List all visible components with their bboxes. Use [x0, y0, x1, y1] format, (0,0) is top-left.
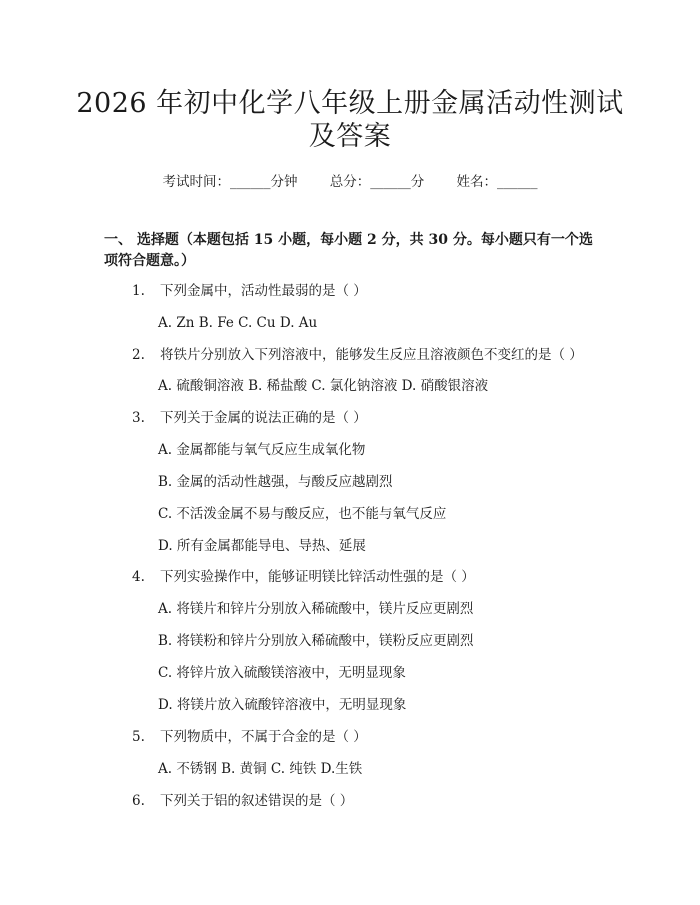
question-text: 下列实验操作中，能够证明镁比锌活动性强的是（ ）	[160, 569, 475, 585]
question-number: 3.	[132, 410, 145, 426]
question-text: 下列物质中，不属于合金的是（ ）	[160, 729, 367, 745]
question-6	[132, 792, 353, 810]
section-heading: 一、 选择题（本题包括 15 小题，每小题 2 分，共 30 分。每小题只有一个选项符合题意。）	[104, 232, 593, 269]
question-2-options: A. 硫酸铜溶液 B. 稀盐酸 C. 氯化钠溶液 D. 硝酸银溶液	[158, 378, 489, 394]
question-5	[132, 728, 367, 746]
question-number: 2.	[132, 347, 145, 363]
question-4-option-d: D. 将镁片放入硫酸锌溶液中，无明显现象	[158, 697, 407, 713]
exam-time-field: 考试时间：______分钟	[162, 174, 298, 190]
exam-title-line2: 及答案	[308, 121, 392, 152]
question-1-options: A. Zn B. Fe C. Cu D. Au	[158, 315, 318, 331]
question-4-option-c: C. 将锌片放入硫酸镁溶液中，无明显现象	[158, 665, 406, 681]
question-4	[132, 568, 475, 586]
question-2	[132, 346, 583, 364]
question-text: 下列金属中，活动性最弱的是（ ）	[160, 283, 367, 299]
exam-meta	[0, 170, 700, 190]
total-score-field: 总分：______分	[329, 174, 425, 190]
question-1	[132, 282, 367, 300]
question-3-option-a: A. 金属都能与氧气反应生成氧化物	[158, 442, 366, 458]
question-4-option-a: A. 将镁片和锌片分别放入稀硫酸中，镁片反应更剧烈	[158, 601, 474, 617]
question-text: 将铁片分别放入下列溶液中，能够发生反应且溶液颜色不变红的是（ ）	[160, 347, 583, 363]
question-number: 1.	[132, 283, 145, 299]
question-text: 下列关于金属的说法正确的是（ ）	[160, 410, 367, 426]
question-text: 下列关于铝的叙述错误的是（ ）	[160, 793, 354, 809]
question-4-option-b: B. 将镁粉和锌片分别放入稀硫酸中，镁粉反应更剧烈	[158, 633, 474, 649]
question-3-option-b: B. 金属的活动性越强，与酸反应越剧烈	[158, 474, 393, 490]
student-name-field: 姓名：______	[456, 174, 538, 190]
exam-title-line1: 2026 年初中化学八年级上册金属活动性测试	[76, 88, 624, 119]
question-number: 4.	[132, 569, 145, 585]
question-3-option-d: D. 所有金属都能导电、导热、延展	[158, 538, 366, 554]
question-number: 5.	[132, 729, 145, 745]
question-5-options: A. 不锈钢 B. 黄铜 C. 纯铁 D.生铁	[158, 761, 363, 777]
question-3-option-c: C. 不活泼金属不易与酸反应，也不能与氧气反应	[158, 506, 447, 522]
question-3	[132, 409, 367, 427]
question-number: 6.	[132, 793, 145, 809]
